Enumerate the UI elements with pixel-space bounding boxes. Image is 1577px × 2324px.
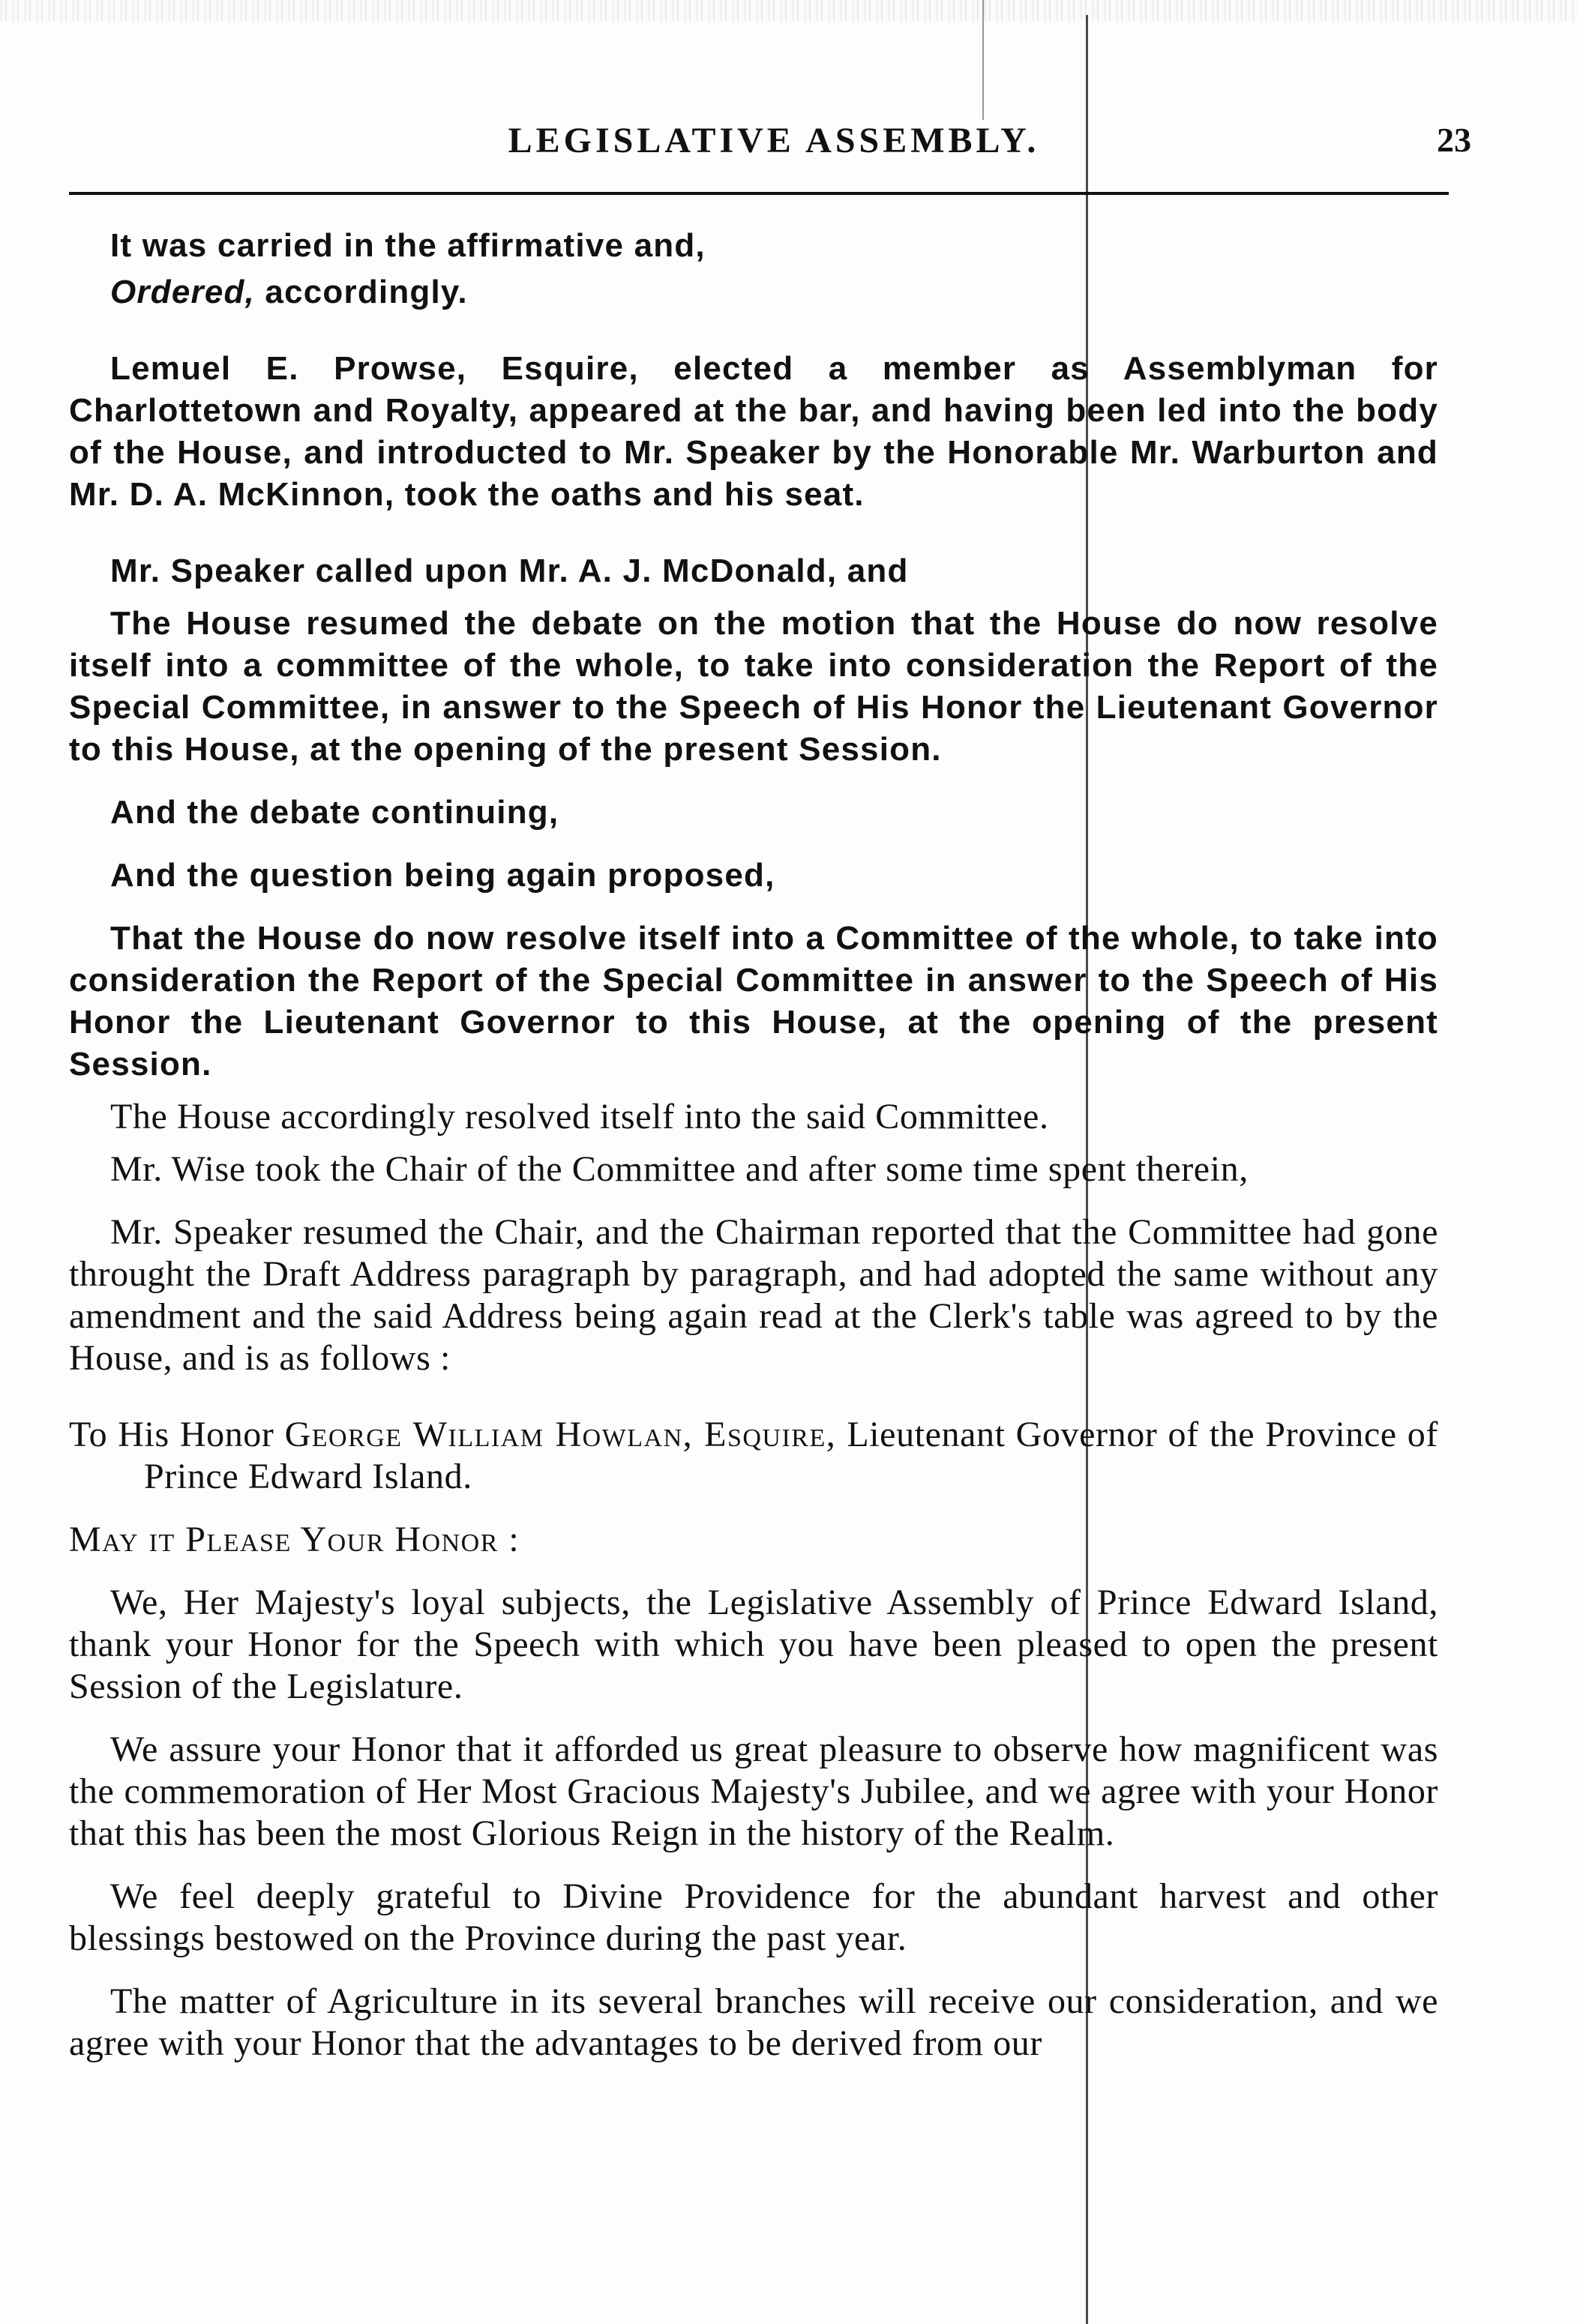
address-suffix: Lieutenant Governor of the Province of Prince Edward Island.: [144, 1415, 1438, 1496]
paragraph-speaker-called: Mr. Speaker called upon Mr. A. J. McDonald, and: [110, 553, 909, 589]
running-head: LEGISLATIVE ASSEMBLY.: [508, 121, 1040, 160]
paragraph-carried: It was carried in the affirmative and,: [110, 227, 706, 264]
address-paragraph-4: The matter of Agriculture in its several branches will receive our consideration, and we agree with your Honor that the advantages to be derived from our: [69, 1981, 1438, 2063]
address-paragraph-2: We assure your Honor that it afforded us great pleasure to observe how magnificent was the commemoration of Her Most Gracious Majesty's Jubilee, and we agree with your Honor that this has been the most Glorious Reign in the history of the Realm.: [69, 1730, 1438, 1853]
page-number: 23: [1437, 121, 1471, 159]
paragraph-question-proposed: And the question being again proposed,: [110, 857, 775, 894]
paragraph-wise-chair: Mr. Wise took the Chair of the Committee and after some time spent therein,: [110, 1149, 1249, 1189]
scan-edge: [0, 0, 1577, 21]
address-prefix: To His Honor: [69, 1415, 285, 1454]
paragraph-motion: That the House do now resolve itself into a Committee of the whole, to take into consideration the Report of the Special Committee in answer to the Speech of His Honor the Lieutenant Governor to this House, at the opening of the present Session.: [69, 920, 1438, 1083]
page-crease-top: [982, 0, 984, 120]
header-rule: [69, 192, 1449, 195]
ordered-rest: accordingly.: [255, 274, 468, 310]
address-name: George William Howlan, Esquire,: [284, 1415, 837, 1454]
paragraph-prowse: Lemuel E. Prowse, Esquire, elected a member as Assemblyman for Charlottetown and Royalty, appeared at the bar, and having been led into the body of the House, and introducted to Mr. Speaker by the Honorable Mr. Warburton and Mr. D. A. McKinnon, took the oaths and his seat.: [69, 350, 1438, 513]
address-recipient: [69, 1414, 1438, 1498]
paragraph-resolved: The House accordingly resolved itself into the said Committee.: [110, 1097, 1049, 1137]
paragraph-chairman-reported: Mr. Speaker resumed the Chair, and the Chairman reported that the Committee had gone throught the Draft Address paragraph by paragraph, and had adopted the same without any amendment and the said Address being again read at the Clerk's table was agreed to by the House, and is as follows :: [69, 1212, 1438, 1378]
address-paragraph-1: We, Her Majesty's loyal subjects, the Legislative Assembly of Prince Edward Island, thank your Honor for the Speech with which you have been pleased to open the present Session of the Legislature.: [69, 1583, 1438, 1706]
page-body: [69, 225, 1438, 2065]
page-header: [69, 120, 1479, 172]
ordered-label: Ordered,: [110, 274, 255, 310]
paragraph-debate-resumed: The House resumed the debate on the motion that the House do now resolve itself into a committee of the whole, to take into consideration the Report of the Special Committee, in answer to the Speech of His Honor the Lieutenant Governor to this House, at the opening of the present Session.: [69, 605, 1438, 768]
address-paragraph-3: We feel deeply grateful to Divine Providence for the abundant harvest and other blessings bestowed on the Province during the past year.: [69, 1876, 1438, 1958]
paragraph-ordered: [69, 271, 1438, 313]
paragraph-debate-continuing: And the debate continuing,: [110, 794, 559, 831]
salutation: May it Please Your Honor :: [69, 1520, 520, 1559]
